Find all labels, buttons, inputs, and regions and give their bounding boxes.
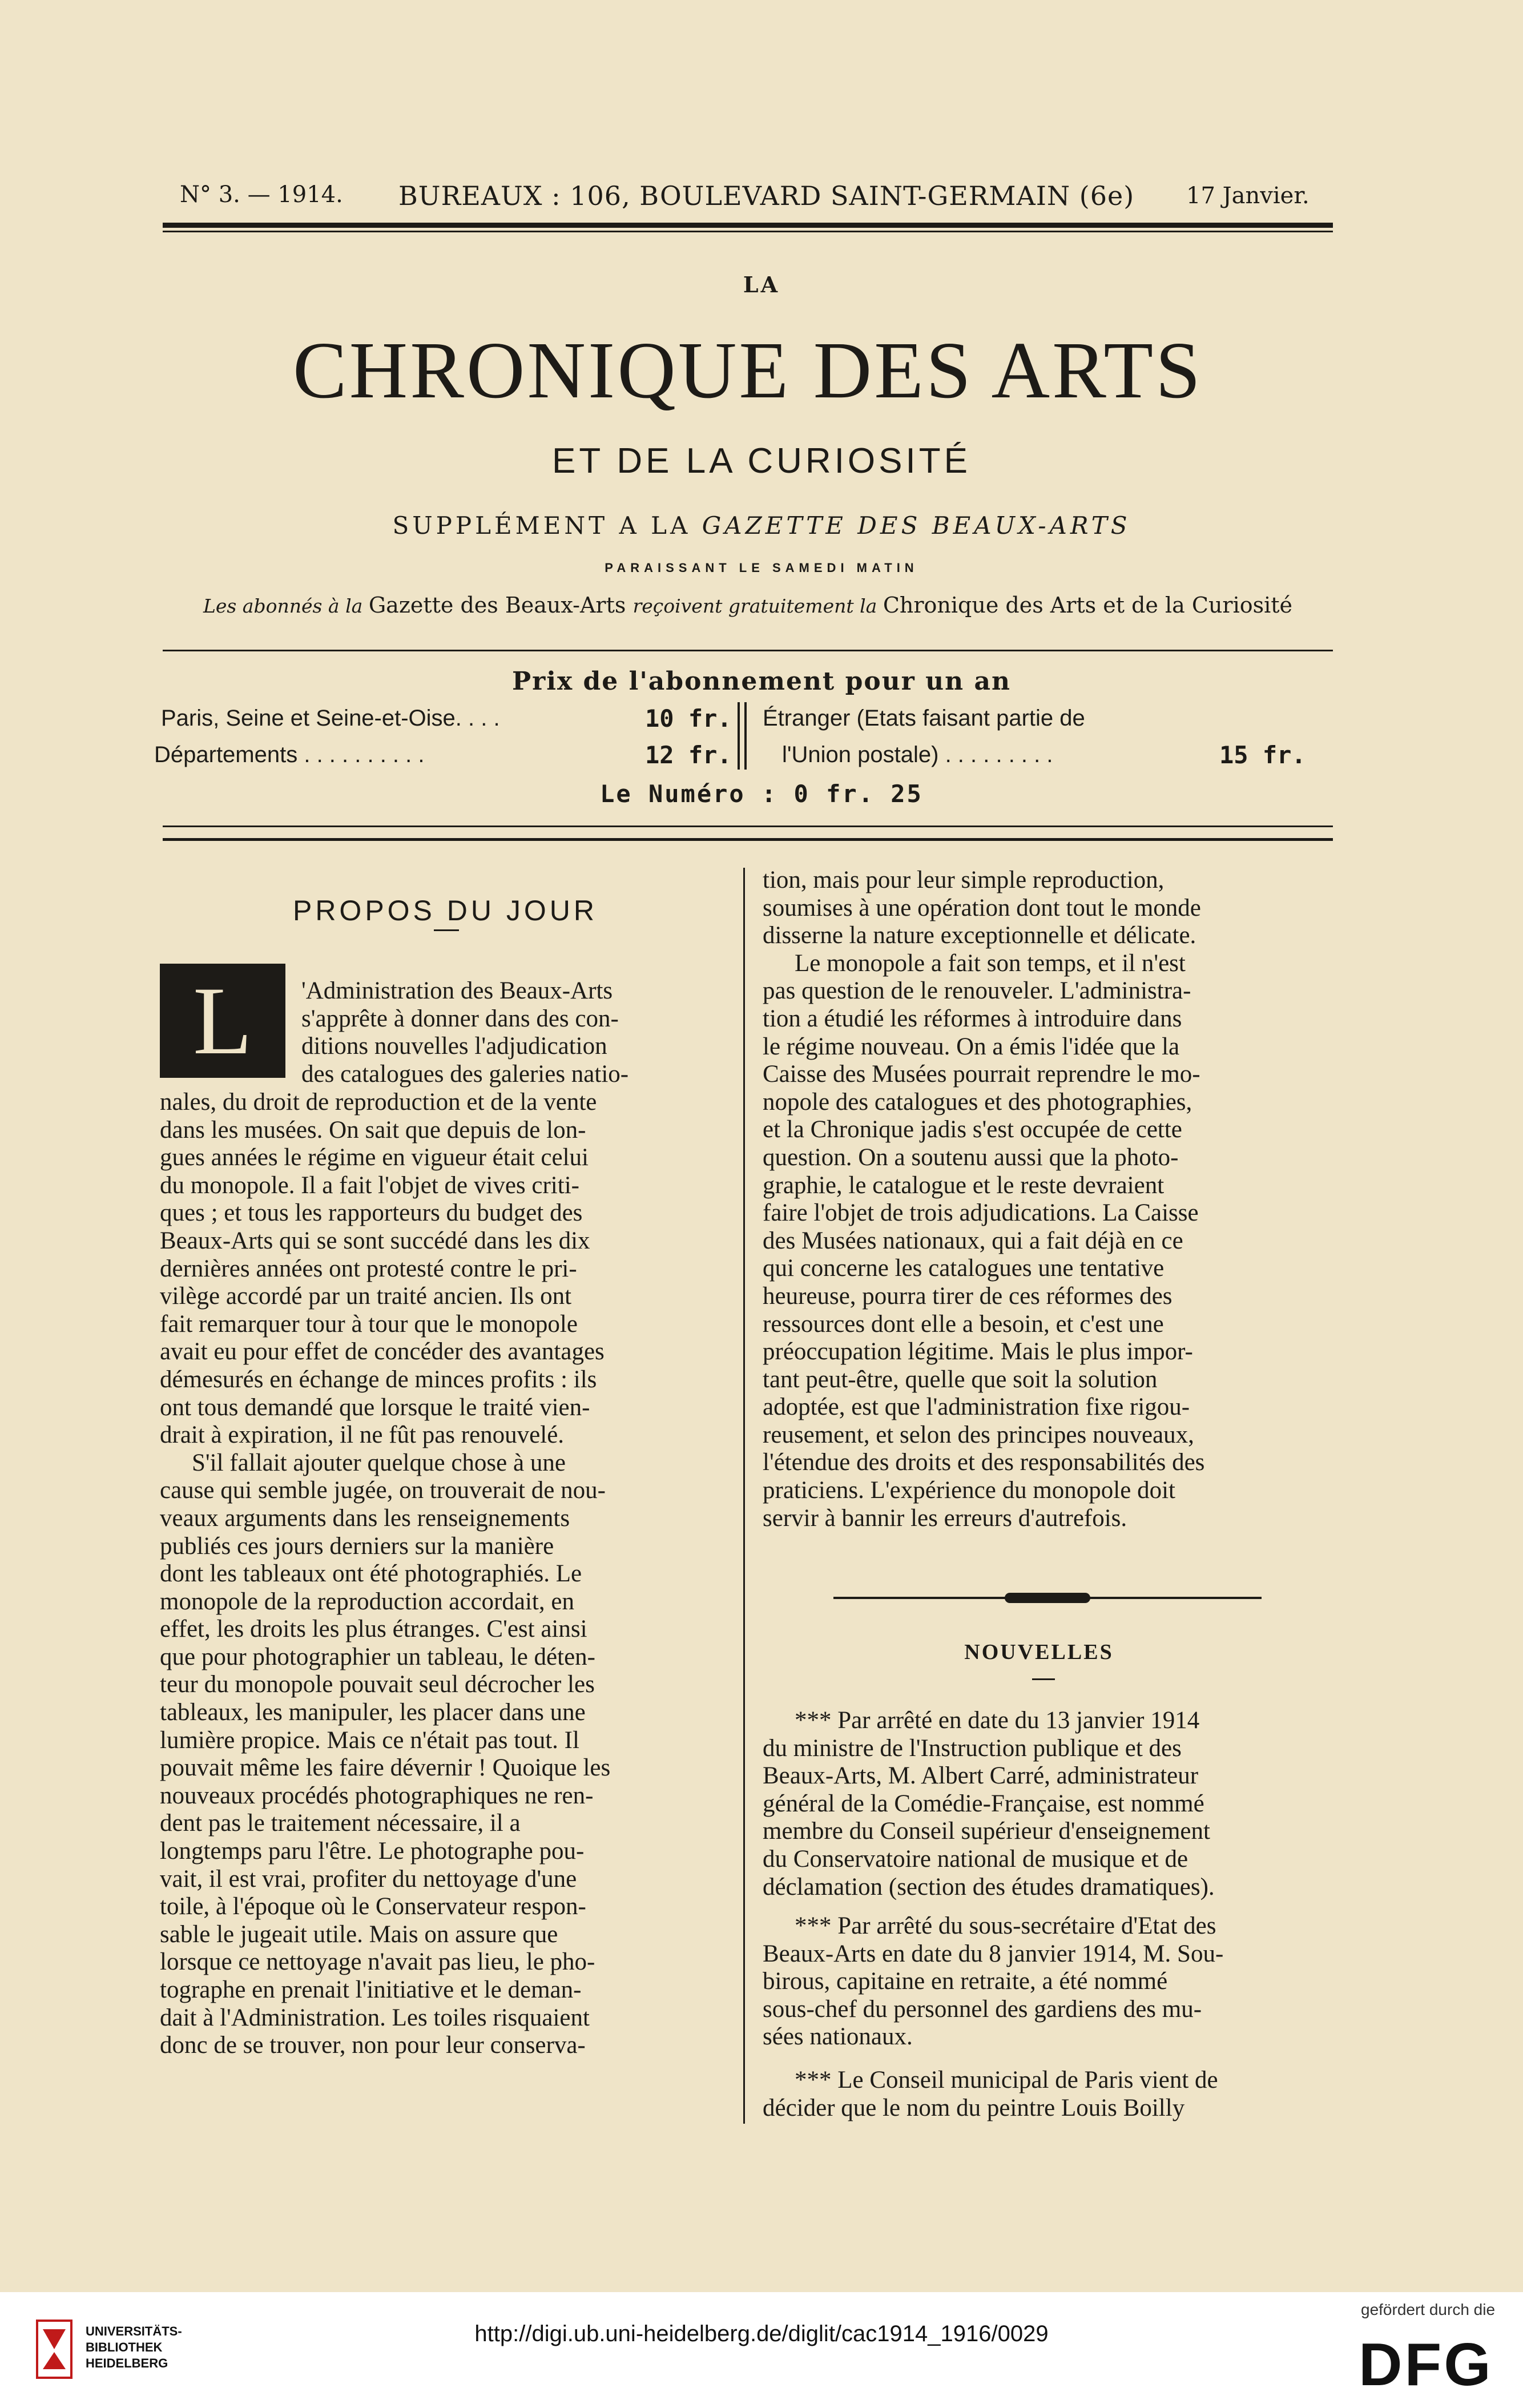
text-line: effet, les droits les plus étranges. C'est ainsi: [160, 1616, 587, 1643]
propos-title: PROPOS DU JOUR: [292, 895, 598, 927]
dept-price: 12 fr.: [645, 741, 732, 769]
propos-dash: [434, 929, 459, 931]
text-line: général de la Comédie-Française, est nommé: [763, 1790, 1204, 1817]
text-line: drait à expiration, il ne fût pas renouvelé.: [160, 1422, 565, 1449]
header-rule-thin: [163, 231, 1333, 232]
text-line: faire l'objet de trois adjudications. La Caisse: [763, 1199, 1199, 1227]
text-line: gues années le régime en vigueur était celui: [160, 1144, 589, 1171]
text-line: sées nationaux.: [763, 2023, 913, 2051]
text-line: tant peut-être, quelle que soit la solution: [763, 1366, 1158, 1393]
text-line: nales, du droit de reproduction et de la vente: [160, 1089, 597, 1116]
text-line: sable le jugeait utile. Mais on assure que: [160, 1920, 558, 1948]
supplement-line: [0, 512, 1523, 539]
text-line: longtemps paru l'être. Le photographe pou-: [160, 1838, 585, 1865]
subscriber-note-3: reçoivent gratuitement la: [632, 595, 883, 617]
text-line: membre du Conseil supérieur d'enseignement: [763, 1818, 1210, 1845]
library-name-line: UNIVERSITÄTS-: [86, 2324, 182, 2338]
library-name-line: BIBLIOTHEK: [86, 2340, 163, 2354]
text-line: du ministre de l'Instruction publique et des: [763, 1734, 1182, 1762]
text-line: décider que le nom du peintre Louis Boilly: [763, 2094, 1185, 2121]
supplement-prefix: SUPPLÉMENT A LA: [392, 512, 702, 539]
text-line: déclamation (section des études dramatiques).: [763, 1873, 1215, 1900]
text-line: Le monopole a fait son temps, et il n'est: [795, 949, 1186, 977]
text-line: des catalogues des galeries natio-: [301, 1060, 629, 1088]
text-line: pouvait même les faire dévernir ! Quoique les: [160, 1754, 611, 1782]
text-line: démesurés en échange de minces profits : ils: [160, 1366, 597, 1393]
text-line: dont les tableaux ont été photographiés. Le: [160, 1560, 582, 1588]
text-line: dans les musées. On sait que depuis de lon-: [160, 1116, 586, 1143]
subscription-rule-bottom: [163, 838, 1333, 841]
paris-price: 10 fr.: [645, 704, 732, 732]
text-line: du monopole. Il a fait l'objet de vives criti-: [160, 1171, 579, 1199]
text-line: tableaux, les manipuler, les placer dans une: [160, 1699, 586, 1726]
header-rule-thick: [163, 223, 1333, 228]
masthead-subtitle: ET DE LA CURIOSITÉ: [552, 441, 971, 481]
text-line: tographe en prenait l'initiative et le deman-: [160, 1976, 582, 2003]
text-line: dait à l'Administration. Les toiles risquaient: [160, 2004, 590, 2031]
subscriber-note-4: Chronique des Arts et de la Curiosité: [883, 593, 1293, 618]
text-line: avait eu pour effet de concéder des avantages: [160, 1338, 605, 1366]
text-line: pas question de le renouveler. L'administra-: [763, 977, 1191, 1005]
propos-body: [160, 1089, 730, 2060]
etranger-label-1: Étranger (Etats faisant partie de: [763, 706, 1085, 731]
text-line: disserne la nature exceptionnelle et délicate.: [763, 922, 1196, 949]
text-line: le régime nouveau. On a émis l'idée que la: [763, 1033, 1180, 1060]
nouvelles-dash: [1032, 1678, 1055, 1680]
text-line: tion, mais pour leur simple reproduction,: [763, 867, 1165, 893]
text-line: tion a étudié les réformes à introduire dans: [763, 1005, 1182, 1032]
text-line: 'Administration des Beaux-Arts: [301, 977, 613, 1004]
text-line: l'étendue des droits et des responsabilités des: [763, 1449, 1205, 1476]
text-line: publiés ces jours derniers sur la manière: [160, 1532, 554, 1560]
text-line: et la Chronique jadis s'est occupée de cette: [763, 1116, 1182, 1143]
masthead-title: CHRONIQUE DES ARTS: [292, 325, 1203, 415]
subscription-divider-1: [738, 702, 740, 770]
text-line: toile, à l'époque où le Conservateur respon-: [160, 1893, 586, 1920]
text-line: fait remarquer tour à tour que le monopole: [160, 1310, 578, 1338]
subscription-divider-2: [744, 702, 747, 770]
source-url-link[interactable]: http://digi.ub.uni-heidelberg.de/diglit/cac1914_1916/0029: [474, 2321, 1049, 2346]
text-line: praticiens. L'expérience du monopole doit: [763, 1477, 1175, 1504]
text-line: vilège accordé par un traité ancien. Ils ont: [160, 1283, 572, 1310]
text-line: soumises à une opération dont tout le monde: [763, 894, 1201, 921]
issue-date: 17 Janvier.: [1186, 183, 1310, 209]
text-line: sous-chef du personnel des gardiens des mu-: [763, 1995, 1202, 2023]
etranger-price: 15 fr.: [1219, 741, 1306, 769]
text-line: S'il fallait ajouter quelque chose à une: [192, 1449, 566, 1476]
masthead-la: LA: [743, 272, 780, 297]
text-line: des Musées nationaux, qui a fait déjà en ce: [763, 1227, 1183, 1254]
paris-label: Paris, Seine et Seine-et-Oise. . . .: [161, 706, 500, 731]
text-line: graphie, le catalogue et le reste devraient: [763, 1171, 1165, 1199]
text-line: ditions nouvelles l'adjudication: [301, 1033, 607, 1060]
etranger-label-2: l'Union postale) . . . . . . . . .: [782, 742, 1053, 767]
text-line: ont tous demandé que lorsque le traité vien-: [160, 1394, 590, 1421]
text-line: teur du monopole pouvait seul décrocher les: [160, 1671, 595, 1698]
text-line: nopole des catalogues et des photographies,: [763, 1088, 1192, 1116]
funding-note: gefördert durch die: [1361, 2301, 1496, 2318]
subscription-rule-top: [163, 826, 1333, 827]
library-name-line: HEIDELBERG: [86, 2356, 168, 2370]
propos-continuation: [763, 867, 1332, 1532]
text-line: ques ; et tous les rapporteurs du budget des: [160, 1199, 583, 1227]
subscriber-note-1: Les abonnés à la: [203, 595, 369, 617]
text-line: lorsque ce nettoyage n'avait pas lieu, le pho-: [160, 1948, 595, 1976]
bureaux-address: BUREAUX : 106, BOULEVARD SAINT-GERMAIN (6e): [398, 180, 1135, 211]
publication-schedule: PARAISSANT LE SAMEDI MATIN: [605, 561, 918, 575]
text-line: Caisse des Musées pourrait reprendre le mo-: [763, 1061, 1200, 1088]
single-issue-price: Le Numéro : 0 fr. 25: [600, 780, 923, 808]
supplement-gazette: GAZETTE DES BEAUX-ARTS: [702, 512, 1131, 539]
text-line: question. On a soutenu aussi que la photo-: [763, 1143, 1179, 1171]
text-line: dent pas le traitement nécessaire, il a: [160, 1810, 521, 1837]
text-line: que pour photographier un tableau, le déten-: [160, 1643, 595, 1670]
text-line: reusement, et selon des principes nouveaux,: [763, 1421, 1194, 1448]
text-line: servir à bannir les erreurs d'autrefois.: [763, 1504, 1127, 1532]
text-line: donc de se trouver, non pour leur conserva-: [160, 2032, 586, 2059]
masthead-rule: [163, 650, 1333, 651]
nouvelles-title: NOUVELLES: [964, 1640, 1114, 1664]
issue-number: N° 3. — 1914.: [180, 182, 343, 208]
text-line: dernières années ont protesté contre le pri-: [160, 1255, 577, 1282]
text-line: préoccupation légitime. Mais le plus impor-: [763, 1338, 1193, 1366]
initial-letter: L: [160, 964, 285, 1078]
subscriber-note-2: Gazette des Beaux-Arts: [368, 593, 633, 618]
text-line: ressources dont elle a besoin, et c'est une: [763, 1310, 1164, 1338]
text-line: heureuse, pourra tirer de ces réformes des: [763, 1282, 1173, 1310]
text-line: *** Par arrêté en date du 13 janvier 1914: [795, 1707, 1200, 1734]
text-line: veaux arguments dans les renseignements: [160, 1504, 570, 1532]
text-line: du Conservatoire national de musique et de: [763, 1845, 1188, 1873]
dept-label: Départements . . . . . . . . . .: [154, 742, 425, 767]
ornament-center: [1005, 1593, 1090, 1603]
column-divider: [743, 868, 745, 2124]
text-line: Beaux-Arts en date du 8 janvier 1914, M. Sou-: [763, 1940, 1224, 1967]
text-line: vait, il est vrai, profiter du nettoyage d'une: [160, 1865, 577, 1892]
text-line: *** Le Conseil municipal de Paris vient de: [795, 2067, 1218, 2093]
text-line: cause qui semble jugée, on trouverait de nou-: [160, 1477, 606, 1504]
nouvelles-item-2: [763, 1912, 1332, 2051]
text-line: Beaux-Arts qui se sont succédé dans les dix: [160, 1227, 590, 1254]
text-line: birous, capitaine en retraite, a été nommé: [763, 1968, 1168, 1995]
text-line: Beaux-Arts, M. Albert Carré, administrateur: [763, 1762, 1199, 1790]
subscription-title: Prix de l'abonnement pour un an: [512, 667, 1011, 696]
text-line: adoptée, est que l'administration fixe rigou-: [763, 1394, 1190, 1421]
dfg-logo: DFG: [1359, 2331, 1493, 2398]
propos-intro: [301, 977, 730, 1088]
nouvelles-item-3: [763, 2067, 1332, 2122]
text-line: monopole de la reproduction accordait, en: [160, 1588, 574, 1615]
text-line: nouveaux procédés photographiques ne ren-: [160, 1782, 594, 1809]
text-line: lumière propice. Mais ce n'était pas tout. Il: [160, 1726, 579, 1754]
text-line: *** Par arrêté du sous-secrétaire d'Etat des: [795, 1912, 1216, 1939]
digitization-footer: [0, 2292, 1523, 2408]
nouvelles-item-1: [763, 1707, 1332, 1901]
subscriber-note: [163, 593, 1333, 618]
text-line: qui concerne les catalogues une tentative: [763, 1255, 1165, 1282]
text-line: s'apprête à donner dans des con-: [301, 1005, 619, 1032]
